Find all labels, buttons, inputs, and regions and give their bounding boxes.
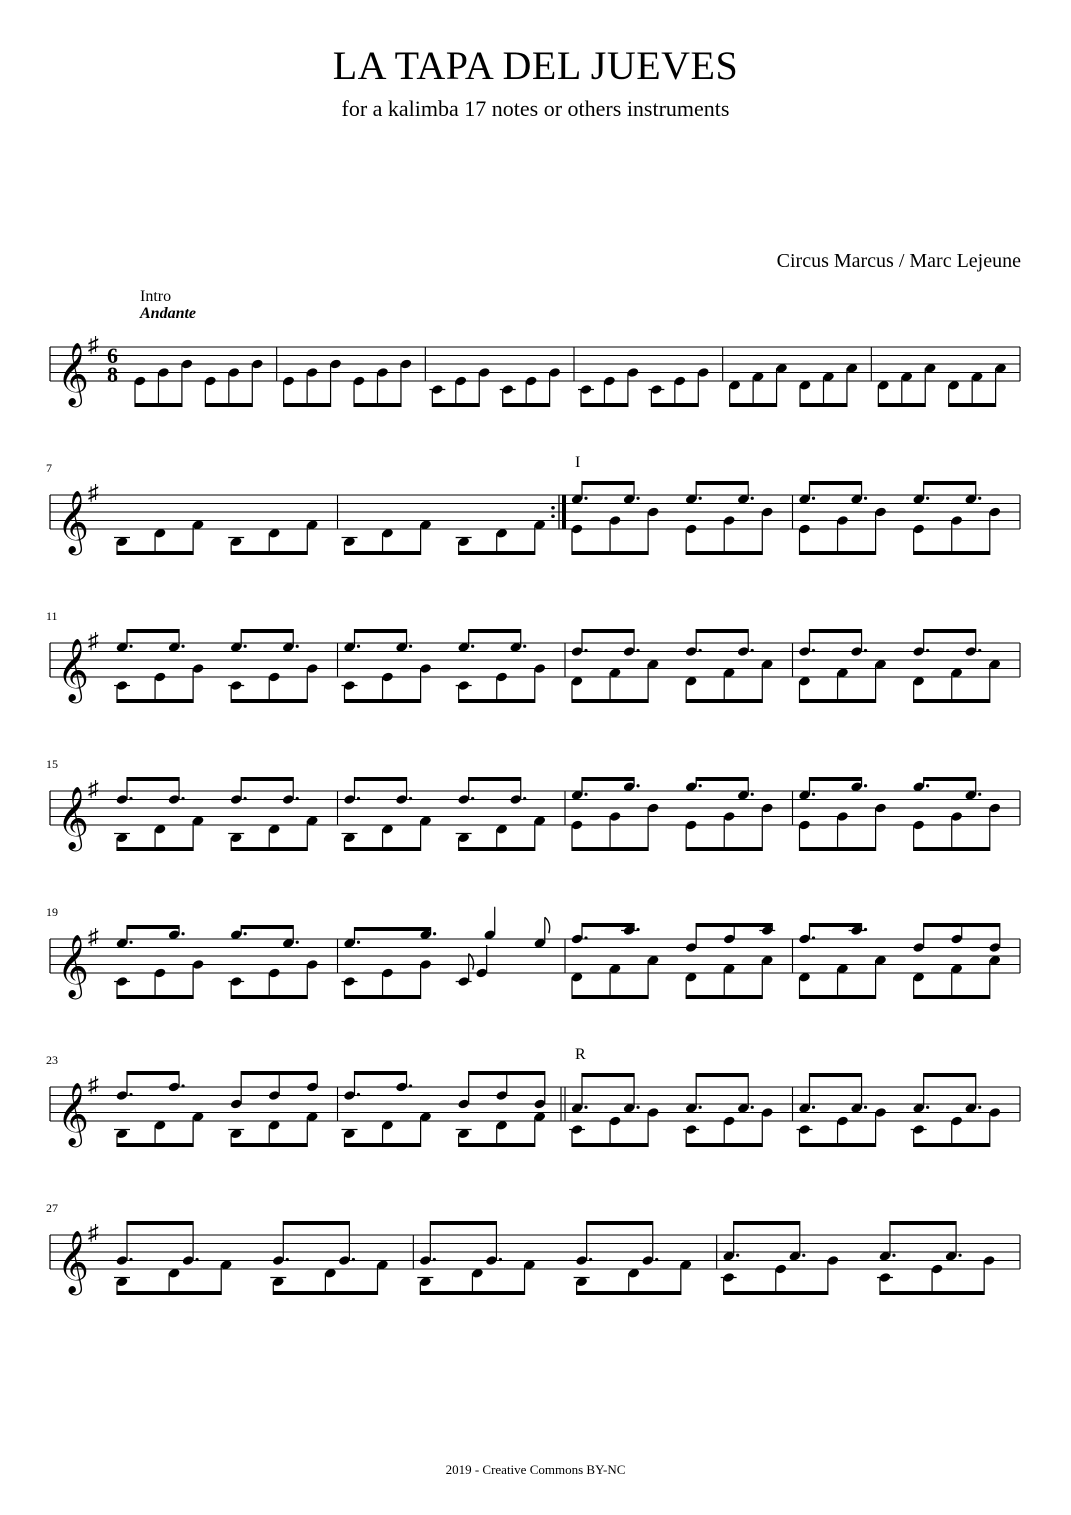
dot <box>636 1106 639 1109</box>
dot <box>244 797 247 800</box>
bass-note-beam <box>284 403 331 407</box>
section-label: Intro <box>140 288 172 305</box>
bass-note-beam <box>117 1143 193 1147</box>
melody-note-beam <box>810 777 862 781</box>
bass-note-beam <box>914 995 990 999</box>
sharp-icon: ♯ <box>88 1220 99 1245</box>
melody-note-beam <box>430 1221 496 1225</box>
dot <box>409 1084 412 1087</box>
dot <box>181 1084 184 1087</box>
dot <box>409 645 412 648</box>
measure <box>571 629 793 703</box>
treble-clef-icon: 𝄞 <box>57 492 89 552</box>
melody-note-beam <box>696 629 748 633</box>
staff-system <box>46 1201 1020 1295</box>
melody-note-beam <box>582 1073 634 1077</box>
measure <box>342 629 566 703</box>
dot <box>751 497 754 500</box>
dot <box>433 1258 436 1261</box>
dot <box>129 1093 132 1096</box>
sharp-icon: ♯ <box>88 480 99 505</box>
bass-note-beam <box>686 551 762 555</box>
bass-note-beam <box>724 1291 828 1295</box>
bass-note-beam <box>459 847 535 851</box>
measure <box>114 1071 338 1147</box>
dot <box>244 645 247 648</box>
measure-number: 7 <box>46 461 52 475</box>
staff-system <box>46 609 1020 703</box>
bass-note-beam <box>117 551 193 555</box>
dot <box>296 645 299 648</box>
melody-note-beam <box>924 481 976 485</box>
measure-number: 23 <box>46 1053 58 1067</box>
bass-note-beam <box>581 403 628 407</box>
measure <box>342 1071 566 1147</box>
bass-note-beam <box>432 403 479 407</box>
bass-note-beam <box>354 403 401 407</box>
melody-note-beam <box>127 629 179 633</box>
bass-note-beam <box>231 1143 307 1147</box>
repeat-dot <box>551 506 555 510</box>
dot <box>471 645 474 648</box>
dot <box>296 797 299 800</box>
dot <box>812 649 815 652</box>
dot <box>352 1258 355 1261</box>
treble-clef-icon: 𝄞 <box>57 1232 89 1292</box>
melody-note-beam <box>469 629 521 633</box>
bass-note-beam <box>503 403 550 407</box>
dot <box>433 932 436 935</box>
measure <box>569 1046 793 1147</box>
dot <box>699 1106 702 1109</box>
dot <box>357 941 360 944</box>
measure <box>797 1073 1021 1147</box>
dot <box>892 1254 895 1257</box>
dot <box>636 784 639 787</box>
dot <box>357 1093 360 1096</box>
bass-note-beam <box>800 551 876 555</box>
dot <box>699 497 702 500</box>
upper-note-beam <box>924 923 1000 927</box>
bass-note-beam <box>459 1143 535 1147</box>
tempo-mark: Andante <box>140 305 197 322</box>
melody-note-beam <box>582 923 634 927</box>
bass-note-beam <box>231 699 307 703</box>
repeat-dot <box>551 514 555 518</box>
melody-note-beam <box>582 481 634 485</box>
dot <box>802 1254 805 1257</box>
treble-clef-icon: 𝄞 <box>57 1084 89 1144</box>
bass-note-beam <box>880 1291 984 1295</box>
measure <box>114 925 338 999</box>
dot <box>357 797 360 800</box>
treble-clef-icon: 𝄞 <box>57 640 89 700</box>
bass-note-beam <box>577 1291 681 1295</box>
bass-note-beam <box>686 995 762 999</box>
dot <box>751 649 754 652</box>
dot <box>636 649 639 652</box>
time-signature <box>107 343 118 387</box>
bass-note-beam <box>205 403 252 407</box>
treble-clef-icon: 𝄞 <box>57 788 89 848</box>
dot <box>864 1106 867 1109</box>
bass-note-beam <box>730 403 777 407</box>
upper-note-beam <box>241 1071 317 1075</box>
melody-note-beam <box>696 777 748 781</box>
melody-note-beam <box>810 481 862 485</box>
dot <box>655 1258 658 1261</box>
dot <box>471 797 474 800</box>
measure <box>571 454 793 555</box>
sharp-icon: ♯ <box>88 628 99 653</box>
dot <box>584 1106 587 1109</box>
dot <box>699 784 702 787</box>
dot <box>584 936 587 939</box>
bass-note-beam <box>420 1291 524 1295</box>
bass-note-beam <box>231 847 307 851</box>
dot <box>864 784 867 787</box>
dot <box>978 793 981 796</box>
melody-note-beam <box>924 1073 976 1077</box>
dot <box>357 645 360 648</box>
bass-note-beam <box>273 1291 377 1295</box>
melody-note-beam <box>469 777 521 781</box>
staff-system <box>46 905 1020 999</box>
bass-note-beam <box>686 1143 762 1147</box>
melody-note-beam <box>127 1221 193 1225</box>
dot <box>244 932 247 935</box>
dot <box>978 497 981 500</box>
dot <box>926 497 929 500</box>
bass-note-beam <box>949 403 996 407</box>
bass-note-beam <box>117 1291 221 1295</box>
dot <box>978 1106 981 1109</box>
measure <box>571 923 793 999</box>
section-label: I <box>575 454 581 471</box>
dot <box>699 649 702 652</box>
dot <box>181 797 184 800</box>
treble-clef-icon: 𝄞 <box>57 936 89 996</box>
bass-note-beam <box>135 403 182 407</box>
measure <box>342 777 566 851</box>
dot <box>589 1258 592 1261</box>
dot <box>181 645 184 648</box>
dot <box>523 797 526 800</box>
dot <box>926 649 929 652</box>
dot <box>926 784 929 787</box>
melody-note-beam <box>734 1221 800 1225</box>
measure <box>798 923 1020 999</box>
melody-note-beam <box>582 629 634 633</box>
dot <box>523 645 526 648</box>
time-sig-bottom: 8 <box>107 362 118 387</box>
measure <box>798 481 1020 555</box>
bass-note-beam <box>117 699 193 703</box>
bass-note-beam <box>572 699 648 703</box>
melody-note-beam <box>810 629 862 633</box>
bass-note-beam <box>117 847 193 851</box>
melody-note-beam <box>355 927 431 931</box>
dot <box>296 941 299 944</box>
measure-number: 11 <box>46 609 58 623</box>
melody-note-beam <box>890 1221 956 1225</box>
melody-note-beam <box>696 481 748 485</box>
dot <box>584 497 587 500</box>
dot <box>409 797 412 800</box>
melody-note-beam <box>241 925 293 929</box>
melody-note-beam <box>241 629 293 633</box>
measure <box>721 1221 1020 1295</box>
measure <box>798 777 1020 851</box>
melody-note-beam <box>810 923 862 927</box>
section-label: R <box>575 1046 586 1063</box>
dot <box>864 928 867 931</box>
upper-note-beam <box>696 923 772 927</box>
dot <box>129 645 132 648</box>
bass-note-beam <box>686 847 762 851</box>
bass-note-beam <box>914 847 990 851</box>
dot <box>129 941 132 944</box>
bass-note-beam <box>459 699 535 703</box>
staff-system <box>46 757 1020 851</box>
measure <box>798 629 1020 703</box>
measure-number: 15 <box>46 757 58 771</box>
bass-note-beam <box>345 847 421 851</box>
dot <box>286 1258 289 1261</box>
dot <box>812 936 815 939</box>
bass-note-beam <box>800 847 876 851</box>
staff-system <box>50 288 1020 407</box>
bass-note-beam <box>572 995 648 999</box>
bass-note-beam <box>345 699 421 703</box>
melody-note-beam <box>810 1073 862 1077</box>
measure <box>342 907 566 999</box>
bass-note-beam <box>572 551 648 555</box>
melody-note-beam <box>696 1073 748 1077</box>
melody-note-beam <box>355 777 407 781</box>
bass-note-beam <box>345 1143 421 1147</box>
melody-note-beam <box>355 1071 407 1075</box>
dot <box>978 649 981 652</box>
dot <box>926 1106 929 1109</box>
measure <box>114 1221 413 1295</box>
measure <box>571 777 793 851</box>
bass-note-beam <box>651 403 698 407</box>
bass-note-beam <box>572 1143 648 1147</box>
barline-thick <box>562 495 566 529</box>
copyright-footer: 2019 - Creative Commons BY-NC <box>445 1462 626 1477</box>
dot <box>864 649 867 652</box>
bass-note-beam <box>914 699 990 703</box>
melody-note-beam <box>355 629 407 633</box>
time-sig-top: 6 <box>107 343 118 368</box>
measure-number: 19 <box>46 905 58 919</box>
bass-note-beam <box>117 995 193 999</box>
dot <box>751 793 754 796</box>
melody-note-beam <box>127 1071 179 1075</box>
dot <box>195 1258 198 1261</box>
bass-note-beam <box>914 551 990 555</box>
bass-note-beam <box>800 995 876 999</box>
page-subtitle: for a kalimba 17 notes or others instruments <box>341 96 730 121</box>
melody-note-beam <box>582 777 634 781</box>
dot <box>584 793 587 796</box>
bass-note-beam <box>914 1143 990 1147</box>
dot <box>636 928 639 931</box>
measure-number: 27 <box>46 1201 58 1215</box>
treble-clef-icon: 𝄞 <box>57 344 89 404</box>
bass-note-beam <box>800 403 847 407</box>
staff-system <box>46 1046 1020 1147</box>
bass-note-beam <box>231 551 307 555</box>
sharp-icon: ♯ <box>88 924 99 949</box>
dot <box>181 932 184 935</box>
melody-note-beam <box>924 629 976 633</box>
bass-note-beam <box>572 847 648 851</box>
dot <box>812 1106 815 1109</box>
flag <box>545 917 550 933</box>
dot <box>636 497 639 500</box>
bass-note-beam <box>800 699 876 703</box>
melody-note-beam <box>587 1221 653 1225</box>
dot <box>958 1254 961 1257</box>
page-title: LA TAPA DEL JUEVES <box>332 43 739 88</box>
sharp-icon: ♯ <box>88 332 99 357</box>
bass-note-beam <box>878 403 925 407</box>
dot <box>812 497 815 500</box>
melody-note-beam <box>283 1221 349 1225</box>
bass-note-beam <box>686 699 762 703</box>
staff-system <box>46 454 1020 555</box>
dot <box>129 1258 132 1261</box>
melody-note-beam <box>127 925 179 929</box>
measure <box>417 1221 716 1295</box>
bass-note-beam <box>231 995 307 999</box>
melody-note-beam <box>924 777 976 781</box>
bass-note-beam <box>345 551 421 555</box>
dot <box>736 1254 739 1257</box>
measure <box>114 629 338 703</box>
sharp-icon: ♯ <box>88 776 99 801</box>
bass-note-beam <box>459 551 535 555</box>
bass-note-beam <box>345 995 421 999</box>
measure <box>114 777 338 851</box>
composer-credit: Circus Marcus / Marc Lejeune <box>776 250 1021 272</box>
dot <box>812 793 815 796</box>
dot <box>864 497 867 500</box>
melody-note-beam <box>241 777 293 781</box>
bass-note-beam <box>800 1143 876 1147</box>
melody-note-beam <box>127 777 179 781</box>
upper-note-beam <box>469 1071 545 1075</box>
dot <box>751 1106 754 1109</box>
sharp-icon: ♯ <box>88 1072 99 1097</box>
dot <box>584 649 587 652</box>
dot <box>499 1258 502 1261</box>
dot <box>129 797 132 800</box>
